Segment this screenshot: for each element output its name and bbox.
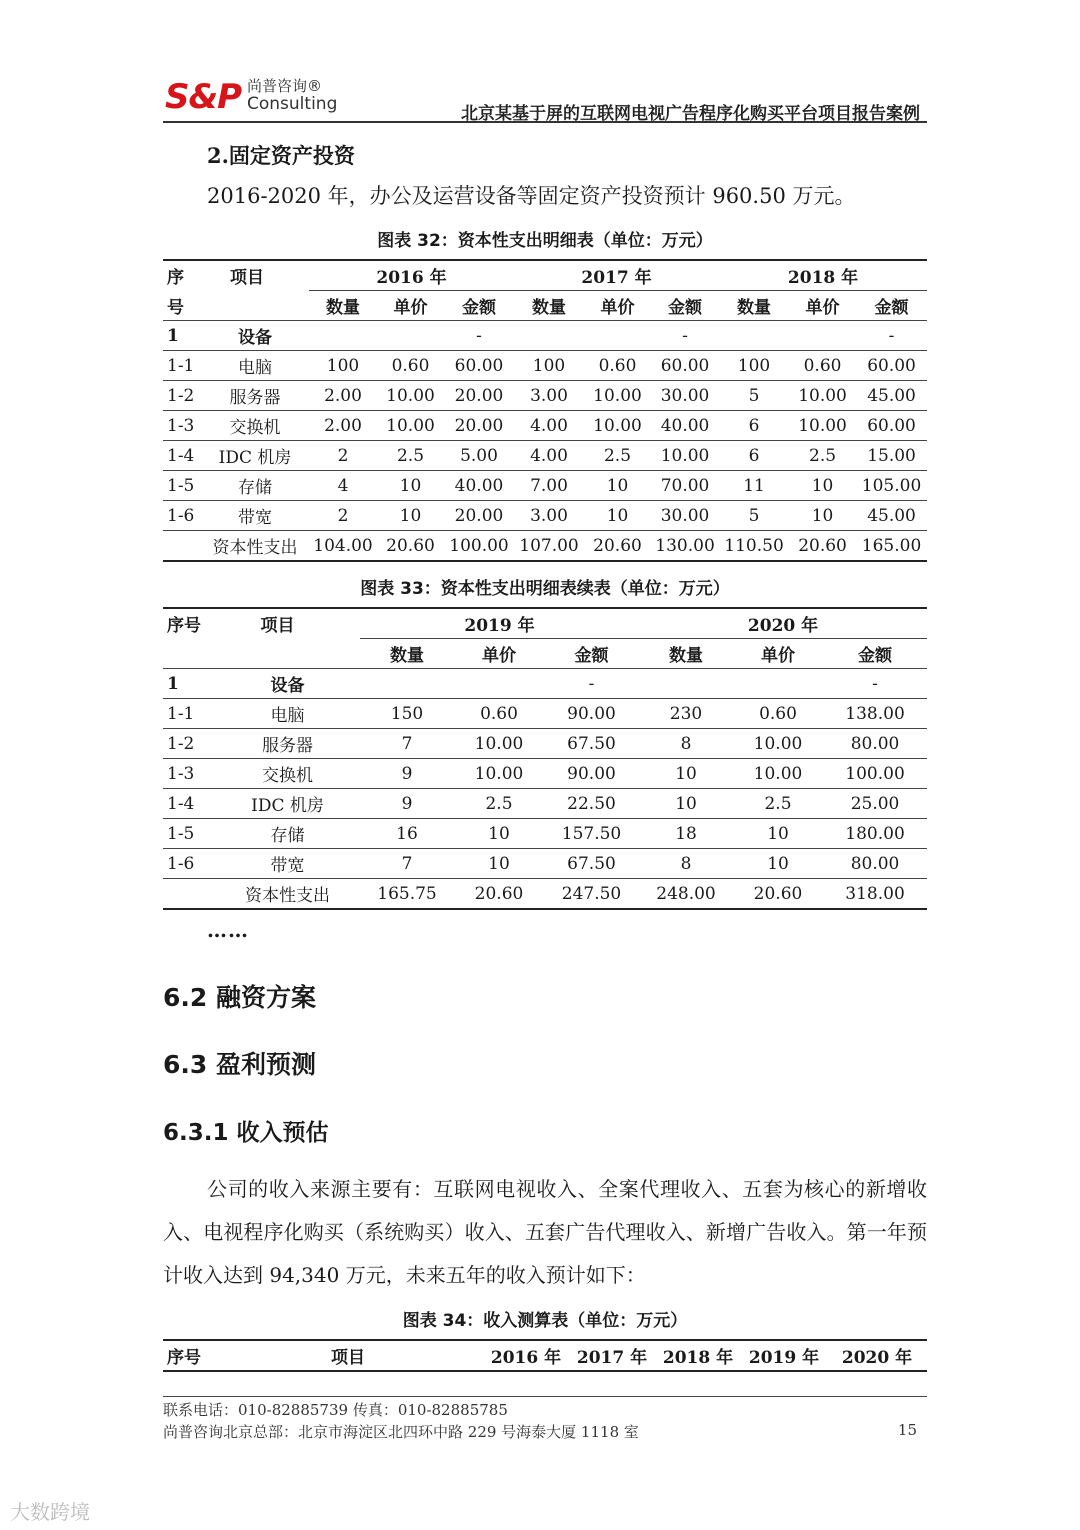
row-value-cell: 80.00 [823, 849, 927, 879]
table32-sub-header: 金额 [651, 291, 719, 321]
row-value-cell: 45.00 [856, 501, 927, 531]
row-value-cell [360, 669, 454, 699]
table33-sub-header: 数量 [360, 639, 454, 669]
row-value-cell: 4.00 [514, 411, 584, 441]
row-value-cell: 2 [309, 501, 377, 531]
table33-item-header: 项目 [215, 608, 360, 639]
header-divider [163, 121, 927, 123]
row-item-cell: 交换机 [201, 411, 309, 441]
row-value-cell: 3.00 [514, 501, 584, 531]
row-value-cell: 10 [377, 501, 444, 531]
row-value-cell: 7 [360, 849, 454, 879]
row-value-cell: 15.00 [856, 441, 927, 471]
row-value-cell: 10 [639, 759, 733, 789]
table34-year-header: 2017 年 [569, 1340, 655, 1371]
row-value-cell: 2 [309, 441, 377, 471]
row-seq-cell [163, 531, 201, 562]
row-value-cell: 0.60 [584, 351, 651, 381]
row-value-cell: 20.60 [584, 531, 651, 562]
table-row [163, 471, 927, 501]
table-row [163, 381, 927, 411]
revenue-paragraph: 公司的收入来源主要有：互联网电视收入、全案代理收入、五套为核心的新增收入、电视程序化购买（系统购买）收入、五套广告代理收入、新增广告收入。第一年预计收入达到 94,340 万元，未来五年的收入预计如下： [163, 1177, 927, 1287]
footer-contact: 联系电话：010-82885739 传真：010-82885785 [163, 1401, 508, 1419]
table32-year-header: 2016 年 [309, 260, 514, 291]
table34-caption: 图表 34：收入测算表（单位：万元） [402, 1311, 688, 1331]
row-value-cell: 0.60 [377, 351, 444, 381]
row-seq-cell: 1-5 [163, 819, 215, 849]
row-value-cell: 100.00 [823, 759, 927, 789]
table-row [163, 411, 927, 441]
section-6-3-1-heading: 6.3.1 收入预估 [163, 1120, 329, 1146]
row-value-cell [309, 321, 377, 351]
section-6-2-heading: 6.2 融资方案 [163, 983, 316, 1012]
logo-english-name: Consulting [247, 94, 338, 114]
row-value-cell: 4 [309, 471, 377, 501]
row-value-cell: 67.50 [544, 849, 639, 879]
row-value-cell: 16 [360, 819, 454, 849]
row-value-cell: 157.50 [544, 819, 639, 849]
row-value-cell: 10 [789, 471, 856, 501]
row-value-cell: - [651, 321, 719, 351]
table32-seq-header-top: 序 [163, 260, 201, 291]
row-seq-cell: 1-4 [163, 441, 201, 471]
table32-sub-header: 数量 [719, 291, 789, 321]
row-value-cell: 100 [514, 351, 584, 381]
table32-blank-cell [201, 291, 309, 321]
row-seq-cell: 1-1 [163, 699, 215, 729]
row-value-cell: 6 [719, 411, 789, 441]
table32-sub-header: 数量 [309, 291, 377, 321]
row-value-cell: 0.60 [733, 699, 823, 729]
row-value-cell: 107.00 [514, 531, 584, 562]
row-value-cell: 2.5 [377, 441, 444, 471]
row-value-cell: 10 [454, 849, 544, 879]
row-value-cell: 20.60 [789, 531, 856, 562]
row-value-cell: 2.5 [789, 441, 856, 471]
row-value-cell: 248.00 [639, 879, 733, 910]
table33-blank-cell [215, 639, 360, 669]
row-value-cell: 60.00 [651, 351, 719, 381]
row-value-cell: 20.00 [444, 411, 514, 441]
table33-sub-header: 金额 [823, 639, 927, 669]
row-seq-cell [163, 879, 215, 910]
row-value-cell: 40.00 [651, 411, 719, 441]
table-row [163, 819, 927, 849]
row-item-cell: 设备 [215, 669, 360, 699]
table33-blank-cell [163, 639, 215, 669]
row-item-cell: 带宽 [215, 849, 360, 879]
row-value-cell: 10 [639, 789, 733, 819]
table-row [163, 729, 927, 759]
row-value-cell: 20.00 [444, 381, 514, 411]
row-value-cell [454, 669, 544, 699]
table32-sub-header: 单价 [584, 291, 651, 321]
row-value-cell: 100 [309, 351, 377, 381]
table32-sub-header: 单价 [789, 291, 856, 321]
row-item-cell: 交换机 [215, 759, 360, 789]
row-value-cell: 0.60 [454, 699, 544, 729]
row-value-cell: 10 [789, 501, 856, 531]
table-row [163, 669, 927, 699]
row-value-cell: 0.60 [789, 351, 856, 381]
row-value-cell: - [544, 669, 639, 699]
row-value-cell: 7.00 [514, 471, 584, 501]
row-item-cell: 带宽 [201, 501, 309, 531]
row-value-cell: 9 [360, 789, 454, 819]
row-seq-cell: 1-3 [163, 411, 201, 441]
row-value-cell [377, 321, 444, 351]
row-value-cell: 5 [719, 381, 789, 411]
fixed-asset-heading: 2.固定资产投资 [207, 143, 355, 168]
row-value-cell: 8 [639, 849, 733, 879]
row-value-cell: 60.00 [444, 351, 514, 381]
row-value-cell: 10 [454, 819, 544, 849]
table34-year-header: 2020 年 [827, 1340, 927, 1371]
row-value-cell: 5 [719, 501, 789, 531]
row-value-cell [514, 321, 584, 351]
row-value-cell: 20.60 [733, 879, 823, 910]
row-value-cell: - [823, 669, 927, 699]
row-value-cell: 100 [719, 351, 789, 381]
table33-sub-header: 金额 [544, 639, 639, 669]
row-value-cell: 4.00 [514, 441, 584, 471]
table32 [163, 259, 927, 562]
row-value-cell: 22.50 [544, 789, 639, 819]
table-row [163, 759, 927, 789]
footer-divider [163, 1396, 927, 1397]
row-value-cell: 105.00 [856, 471, 927, 501]
page-number: 15 [897, 1421, 917, 1439]
watermark: 大数跨境 [10, 1500, 90, 1524]
row-seq-cell: 1 [163, 669, 215, 699]
row-value-cell: 10.00 [377, 381, 444, 411]
table-row [163, 849, 927, 879]
row-value-cell: 2.00 [309, 381, 377, 411]
table34-year-header: 2019 年 [741, 1340, 827, 1371]
row-value-cell [584, 321, 651, 351]
row-value-cell: 25.00 [823, 789, 927, 819]
row-seq-cell: 1-2 [163, 381, 201, 411]
row-value-cell: 10 [584, 501, 651, 531]
table-row [163, 531, 927, 562]
row-value-cell: 10.00 [733, 759, 823, 789]
row-value-cell: 2.5 [584, 441, 651, 471]
row-value-cell [789, 321, 856, 351]
row-seq-cell: 1 [163, 321, 201, 351]
table-row [163, 501, 927, 531]
row-value-cell: 10.00 [377, 411, 444, 441]
row-value-cell: 20.60 [454, 879, 544, 910]
row-value-cell: 180.00 [823, 819, 927, 849]
row-value-cell: 18 [639, 819, 733, 849]
row-value-cell: 60.00 [856, 411, 927, 441]
row-value-cell: 2.5 [733, 789, 823, 819]
row-seq-cell: 1-6 [163, 501, 201, 531]
row-value-cell [733, 669, 823, 699]
row-value-cell: 10 [377, 471, 444, 501]
table34-year-header: 2018 年 [655, 1340, 741, 1371]
row-value-cell: 138.00 [823, 699, 927, 729]
section-6-3-heading: 6.3 盈利预测 [163, 1050, 316, 1079]
row-item-cell: 服务器 [215, 729, 360, 759]
row-value-cell: 3.00 [514, 381, 584, 411]
row-value-cell: 247.50 [544, 879, 639, 910]
row-value-cell: 2.5 [454, 789, 544, 819]
row-value-cell: 10.00 [584, 411, 651, 441]
table33-caption: 图表 33：资本性支出明细表续表（单位：万元） [360, 579, 730, 599]
table33-sub-header: 单价 [454, 639, 544, 669]
table32-sub-header: 数量 [514, 291, 584, 321]
row-item-cell: 电脑 [215, 699, 360, 729]
row-value-cell: 10.00 [789, 411, 856, 441]
row-value-cell: 20.60 [377, 531, 444, 562]
row-value-cell: 60.00 [856, 351, 927, 381]
table33 [163, 607, 927, 910]
table33-year-header: 2019 年 [360, 608, 639, 639]
table-row [163, 879, 927, 910]
row-item-cell: 存储 [215, 819, 360, 849]
table32-caption: 图表 32：资本性支出明细表（单位：万元） [377, 231, 713, 251]
logo-chinese-name: 尚普咨询® [247, 77, 323, 95]
table34 [163, 1339, 927, 1372]
row-seq-cell: 1-3 [163, 759, 215, 789]
row-seq-cell: 1-1 [163, 351, 201, 381]
row-item-cell: 设备 [201, 321, 309, 351]
row-value-cell: 6 [719, 441, 789, 471]
row-seq-cell: 1-4 [163, 789, 215, 819]
row-value-cell: 165.00 [856, 531, 927, 562]
table32-year-header: 2018 年 [719, 260, 927, 291]
row-value-cell: 110.50 [719, 531, 789, 562]
row-value-cell: 11 [719, 471, 789, 501]
row-value-cell: 90.00 [544, 759, 639, 789]
table32-sub-header: 单价 [377, 291, 444, 321]
row-item-cell: 电脑 [201, 351, 309, 381]
table-row [163, 441, 927, 471]
row-seq-cell: 1-5 [163, 471, 201, 501]
row-value-cell: 10.00 [454, 729, 544, 759]
table32-year-header: 2017 年 [514, 260, 719, 291]
row-value-cell: 10.00 [789, 381, 856, 411]
fixed-asset-text: 2016-2020 年，办公及运营设备等固定资产投资预计 960.50 万元。 [207, 184, 856, 208]
row-value-cell: 10.00 [584, 381, 651, 411]
row-value-cell: 104.00 [309, 531, 377, 562]
row-item-cell: 服务器 [201, 381, 309, 411]
row-value-cell: 30.00 [651, 381, 719, 411]
table-row [163, 351, 927, 381]
table33-sub-header: 单价 [733, 639, 823, 669]
row-value-cell: 70.00 [651, 471, 719, 501]
row-value-cell: 30.00 [651, 501, 719, 531]
table32-sub-header: 金额 [444, 291, 514, 321]
row-value-cell: 40.00 [444, 471, 514, 501]
table34-item-header: 项目 [243, 1340, 483, 1371]
table32-item-header: 项目 [201, 260, 309, 291]
row-seq-cell: 1-6 [163, 849, 215, 879]
row-item-cell: 存储 [201, 471, 309, 501]
footer-address: 尚普咨询北京总部：北京市海淀区北四环中路 229 号海泰大厦 1118 室 [163, 1423, 639, 1441]
table33-seq-header: 序号 [163, 608, 215, 639]
row-value-cell: 318.00 [823, 879, 927, 910]
row-value-cell: 230 [639, 699, 733, 729]
table34-year-header: 2016 年 [483, 1340, 569, 1371]
table33-year-header: 2020 年 [639, 608, 927, 639]
row-value-cell: 10.00 [454, 759, 544, 789]
row-value-cell: 10 [733, 849, 823, 879]
document-title: 北京某基于屏的互联网电视广告程序化购买平台项目报告案例 [461, 104, 920, 124]
row-seq-cell: 1-2 [163, 729, 215, 759]
table34-seq-header: 序号 [163, 1340, 243, 1371]
row-value-cell [639, 669, 733, 699]
row-value-cell: 67.50 [544, 729, 639, 759]
row-value-cell [719, 321, 789, 351]
row-value-cell: 130.00 [651, 531, 719, 562]
row-item-cell: IDC 机房 [215, 789, 360, 819]
table-row [163, 699, 927, 729]
row-value-cell: 150 [360, 699, 454, 729]
table32-sub-header: 金额 [856, 291, 927, 321]
logo-mark: S&P [165, 77, 242, 117]
row-value-cell: - [444, 321, 514, 351]
row-value-cell: 8 [639, 729, 733, 759]
row-value-cell: 10 [584, 471, 651, 501]
row-value-cell: 45.00 [856, 381, 927, 411]
row-value-cell: 90.00 [544, 699, 639, 729]
row-item-cell: 资本性支出 [215, 879, 360, 910]
table33-sub-header: 数量 [639, 639, 733, 669]
row-value-cell: 80.00 [823, 729, 927, 759]
continuation-ellipsis: …… [207, 918, 249, 942]
row-value-cell: 5.00 [444, 441, 514, 471]
table-row [163, 789, 927, 819]
row-value-cell: 10.00 [733, 729, 823, 759]
row-value-cell: 9 [360, 759, 454, 789]
row-value-cell: 165.75 [360, 879, 454, 910]
row-value-cell: 10.00 [651, 441, 719, 471]
row-value-cell: 7 [360, 729, 454, 759]
row-value-cell: 10 [733, 819, 823, 849]
row-value-cell: - [856, 321, 927, 351]
row-item-cell: IDC 机房 [201, 441, 309, 471]
row-value-cell: 100.00 [444, 531, 514, 562]
table-row [163, 321, 927, 351]
row-value-cell: 20.00 [444, 501, 514, 531]
row-item-cell: 资本性支出 [201, 531, 309, 562]
table32-seq-header-bottom: 号 [163, 291, 201, 321]
row-value-cell: 2.00 [309, 411, 377, 441]
